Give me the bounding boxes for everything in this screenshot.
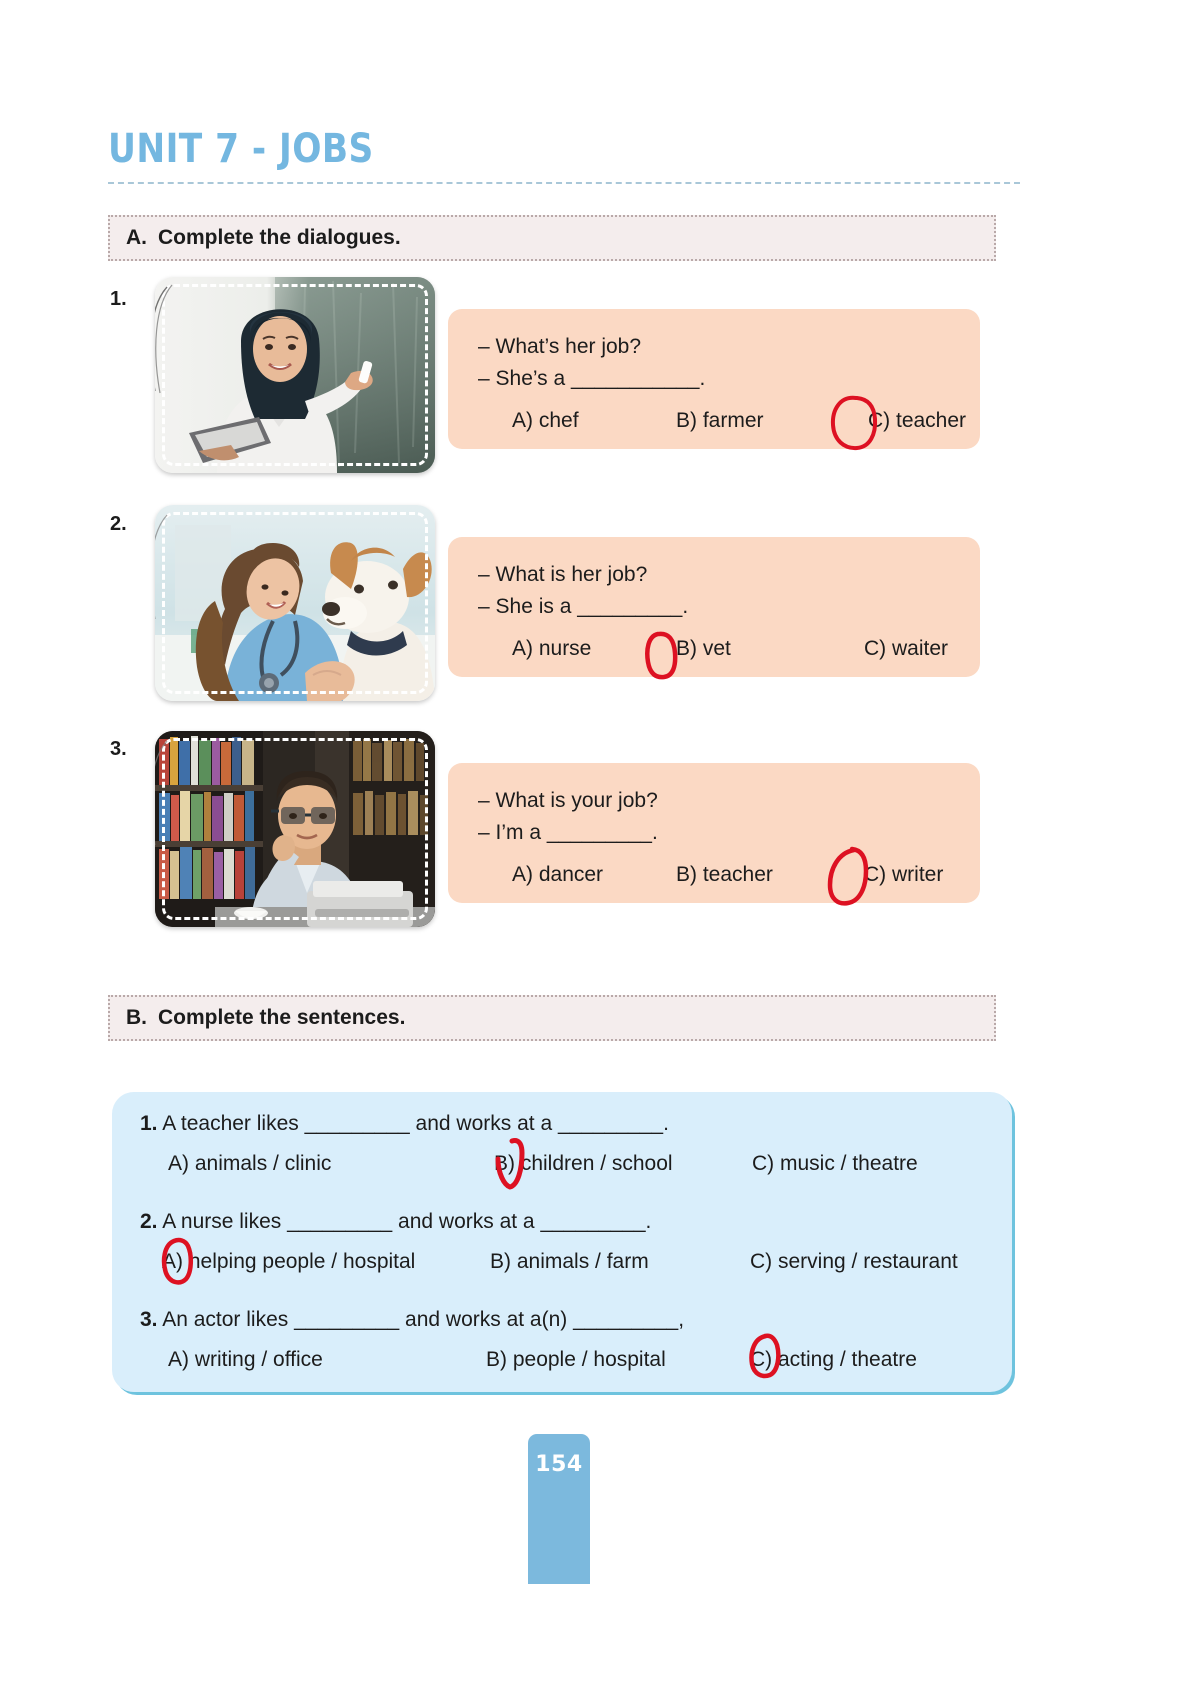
section-header-a bbox=[108, 215, 996, 261]
dialogue-panel-2 bbox=[448, 537, 980, 677]
photo-image-3 bbox=[155, 731, 435, 927]
dialogue-panel-1 bbox=[448, 309, 980, 449]
unit-title-text: UNIT 7 - JOBS bbox=[108, 126, 374, 172]
option-1-a[interactable]: A) chef bbox=[512, 408, 579, 432]
section-a-title: Complete the dialogues. bbox=[158, 226, 401, 249]
option-2-c[interactable]: C) waiter bbox=[864, 636, 949, 660]
sentence-text-2: A nurse likes _________ and works at a _________. bbox=[162, 1210, 652, 1233]
option-3-b[interactable]: B) teacher bbox=[676, 862, 773, 886]
dialogue-number-3: 3. bbox=[110, 738, 127, 760]
dialogue-line-1b: – She’s a ___________. bbox=[478, 366, 706, 390]
sentence-2-option-a[interactable]: A) helping people / hospital bbox=[162, 1250, 416, 1273]
option-3-a[interactable]: A) dancer bbox=[512, 862, 604, 886]
section-a-letter: A. bbox=[126, 226, 147, 249]
sentence-text-1: A teacher likes _________ and works at a _________. bbox=[162, 1112, 669, 1135]
dialogue-line-2b: – She is a _________. bbox=[478, 594, 689, 618]
sentence-number-2: 2. bbox=[140, 1210, 158, 1233]
sentence-3-option-a[interactable]: A) writing / office bbox=[168, 1348, 323, 1371]
sentence-2-option-c[interactable]: C) serving / restaurant bbox=[750, 1250, 958, 1273]
section-b-letter: B. bbox=[126, 1006, 147, 1029]
dialogue-line-3b: – I’m a _________. bbox=[478, 820, 658, 844]
option-2-b[interactable]: B) vet bbox=[676, 636, 731, 660]
sentence-text-3: An actor likes _________ and works at a(n) _________, bbox=[162, 1308, 685, 1331]
dialogue-number-2: 2. bbox=[110, 513, 127, 535]
sentences-box bbox=[112, 1092, 1012, 1392]
sentence-1-option-a[interactable]: A) animals / clinic bbox=[168, 1152, 332, 1175]
sentence-1 bbox=[140, 1112, 669, 1136]
page-title bbox=[108, 128, 1020, 170]
sentence-3 bbox=[140, 1308, 684, 1332]
option-1-c[interactable]: C) teacher bbox=[868, 408, 967, 432]
dialogue-panel-3 bbox=[448, 763, 980, 903]
page-number-tab bbox=[528, 1434, 590, 1584]
sentence-1-option-c[interactable]: C) music / theatre bbox=[752, 1152, 918, 1175]
sentence-2 bbox=[140, 1210, 651, 1234]
title-divider bbox=[108, 182, 1020, 184]
sentence-number-3: 3. bbox=[140, 1308, 158, 1331]
dialogue-line-1a: – What’s her job? bbox=[478, 335, 642, 358]
section-b-title: Complete the sentences. bbox=[158, 1006, 406, 1029]
option-3-c[interactable]: C) writer bbox=[864, 862, 944, 886]
option-2-a[interactable]: A) nurse bbox=[512, 636, 592, 660]
sentence-3-option-b[interactable]: B) people / hospital bbox=[486, 1348, 666, 1371]
photo-image-2 bbox=[155, 505, 435, 701]
dialogue-number-1: 1. bbox=[110, 288, 127, 310]
section-header-b bbox=[108, 995, 996, 1041]
sentence-1-option-b[interactable]: B) children / school bbox=[494, 1152, 673, 1175]
page-number-text: 154 bbox=[535, 1452, 583, 1477]
teacher-at-chalkboard-photo bbox=[155, 277, 435, 473]
dialogue-line-3a: – What is your job? bbox=[478, 789, 658, 812]
photo-image-1 bbox=[155, 277, 435, 473]
sentence-number-1: 1. bbox=[140, 1112, 158, 1135]
option-1-b[interactable]: B) farmer bbox=[676, 408, 764, 432]
writer-in-library-photo bbox=[155, 731, 435, 927]
veterinarian-with-dog-photo bbox=[155, 505, 435, 701]
sentence-3-option-c[interactable]: C) acting / theatre bbox=[750, 1348, 917, 1371]
dialogue-line-2a: – What is her job? bbox=[478, 563, 648, 586]
sentence-2-option-b[interactable]: B) animals / farm bbox=[490, 1250, 649, 1273]
